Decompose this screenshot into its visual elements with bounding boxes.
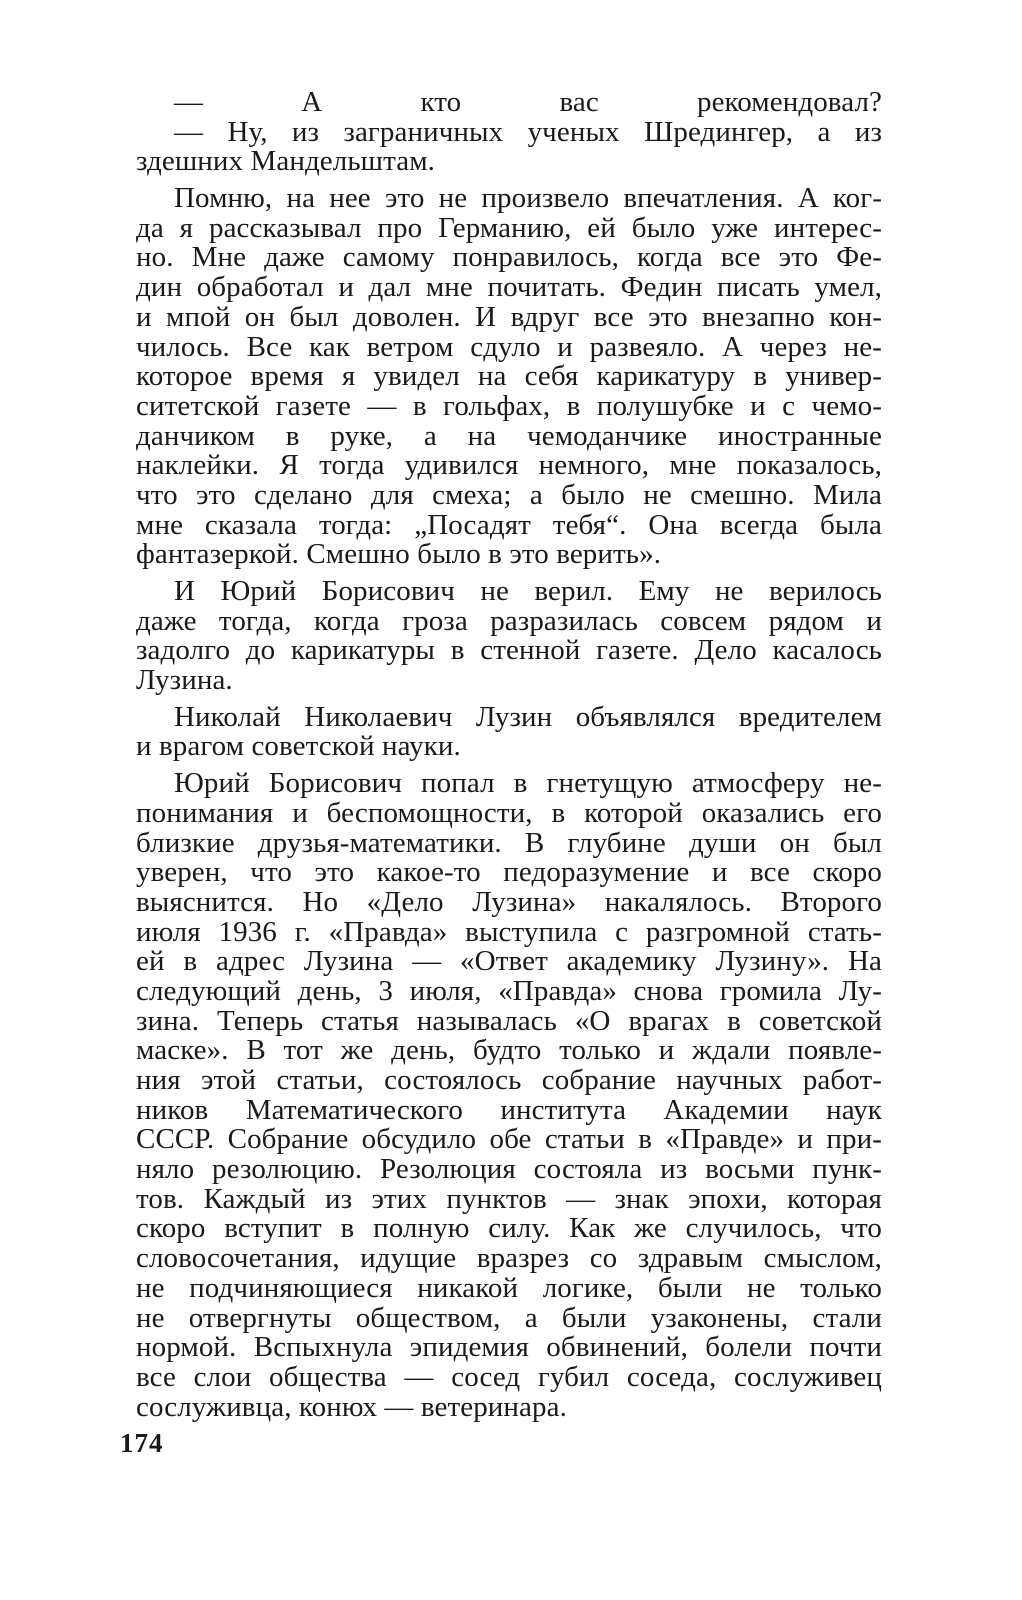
text-line: фантазеркой. Смешно было в это верить». xyxy=(136,538,662,571)
text-line: — А кто вас рекомендовал? xyxy=(174,86,882,118)
text-line: словосочетания, идущие вразрез со здравым смыслом, xyxy=(136,1242,882,1275)
text-line: которое время я увидел на себя карикатуру в универ- xyxy=(136,360,882,393)
text-line: сослуживца, конюх — ветеринара. xyxy=(136,1390,567,1423)
text-line: тов. Каждый из этих пунктов — знак эпохи, которая xyxy=(136,1182,882,1215)
text-line: задолго до карикатуры в стенной газете. Дело касалось xyxy=(136,634,882,667)
text-line: СССР. Собрание обсудило обе статьи в «Правде» и при- xyxy=(136,1123,882,1156)
text-line: скоро вступит в полную силу. Как же случилось, что xyxy=(136,1212,882,1245)
text-line: дин обработал и дал мне почитать. Федин писать умел, xyxy=(136,271,882,304)
text-line: Юрий Борисович попал в гнетущую атмосферу не- xyxy=(174,767,882,800)
text-line: здешних Мандельштам. xyxy=(136,145,436,178)
body-text xyxy=(136,88,882,1422)
text-line: наклейки. Я тогда удивился немного, мне показалось, xyxy=(136,449,882,482)
text-line: Николай Николаевич Лузин объявлялся вредителем xyxy=(174,700,882,733)
text-line: — Ну, из заграничных ученых Шредингер, а из xyxy=(174,115,882,148)
text-line: следующий день, 3 июля, «Правда» снова громила Лу- xyxy=(136,974,882,1007)
text-line: но. Мне даже самому понравилось, когда все это Фе- xyxy=(136,241,882,274)
text-line: Помню, на нее это не произвело впечатления. А ког- xyxy=(174,182,882,215)
text-line: нормой. Вспыхнула эпидемия обвинений, болели почти xyxy=(136,1331,882,1364)
text-line: близкие друзья-математики. В глубине души он был xyxy=(136,826,882,859)
text-line: зина. Теперь статья называлась «О врагах в советской xyxy=(136,1004,882,1037)
text-line: данчиком в руке, а на чемоданчике иностранные xyxy=(136,419,882,452)
text-line: июля 1936 г. «Правда» выступила с разгромной стать- xyxy=(136,915,882,948)
text-line: выяснится. Но «Дело Лузина» накалялось. Второго xyxy=(136,885,882,918)
text-line: понимания и беспомощности, в которой оказались его xyxy=(136,796,882,829)
text-line: мне сказала тогда: „Посадят тебя“. Она всегда была xyxy=(136,508,882,541)
text-line: уверен, что это какое-то педоразумение и все скоро xyxy=(136,856,882,889)
text-line: чилось. Все как ветром сдуло и развеяло. А через не- xyxy=(136,330,882,363)
text-line: не подчиняющиеся никакой логике, были не только xyxy=(136,1271,882,1304)
text-line: ников Математического института Академии наук xyxy=(136,1093,882,1126)
text-line: Лузина. xyxy=(136,664,233,697)
text-line: И Юрий Борисович не верил. Ему не верилось xyxy=(174,575,882,607)
text-line: и мпой он был доволен. И вдруг все это внезапно кон- xyxy=(136,300,882,333)
text-line: ей в адрес Лузина — «Ответ академику Лузину». На xyxy=(136,945,882,978)
page-number: 174 xyxy=(120,1428,164,1458)
text-line: все слои общества — сосед губил соседа, сослуживец xyxy=(136,1360,882,1393)
text-line: что это сделано для смеха; а было не смешно. Мила xyxy=(136,478,882,511)
text-line: няло резолюцию. Резолюция состояла из восьми пунк- xyxy=(136,1153,882,1186)
text-line: не отвергнуты обществом, а были узаконены, стали xyxy=(136,1301,882,1334)
text-line: ситетской газете — в гольфах, в полушубке и с чемо- xyxy=(136,389,882,422)
text-line: и врагом советской науки. xyxy=(136,730,461,763)
text-line: даже тогда, когда гроза разразилась совсем рядом и xyxy=(136,604,882,637)
text-line: ния этой статьи, состоялось собрание научных работ- xyxy=(136,1064,882,1096)
text-line: маске». В тот же день, будто только и ждали появле- xyxy=(136,1034,882,1067)
text-line: да я рассказывал про Германию, ей было уже интерес- xyxy=(136,211,882,244)
